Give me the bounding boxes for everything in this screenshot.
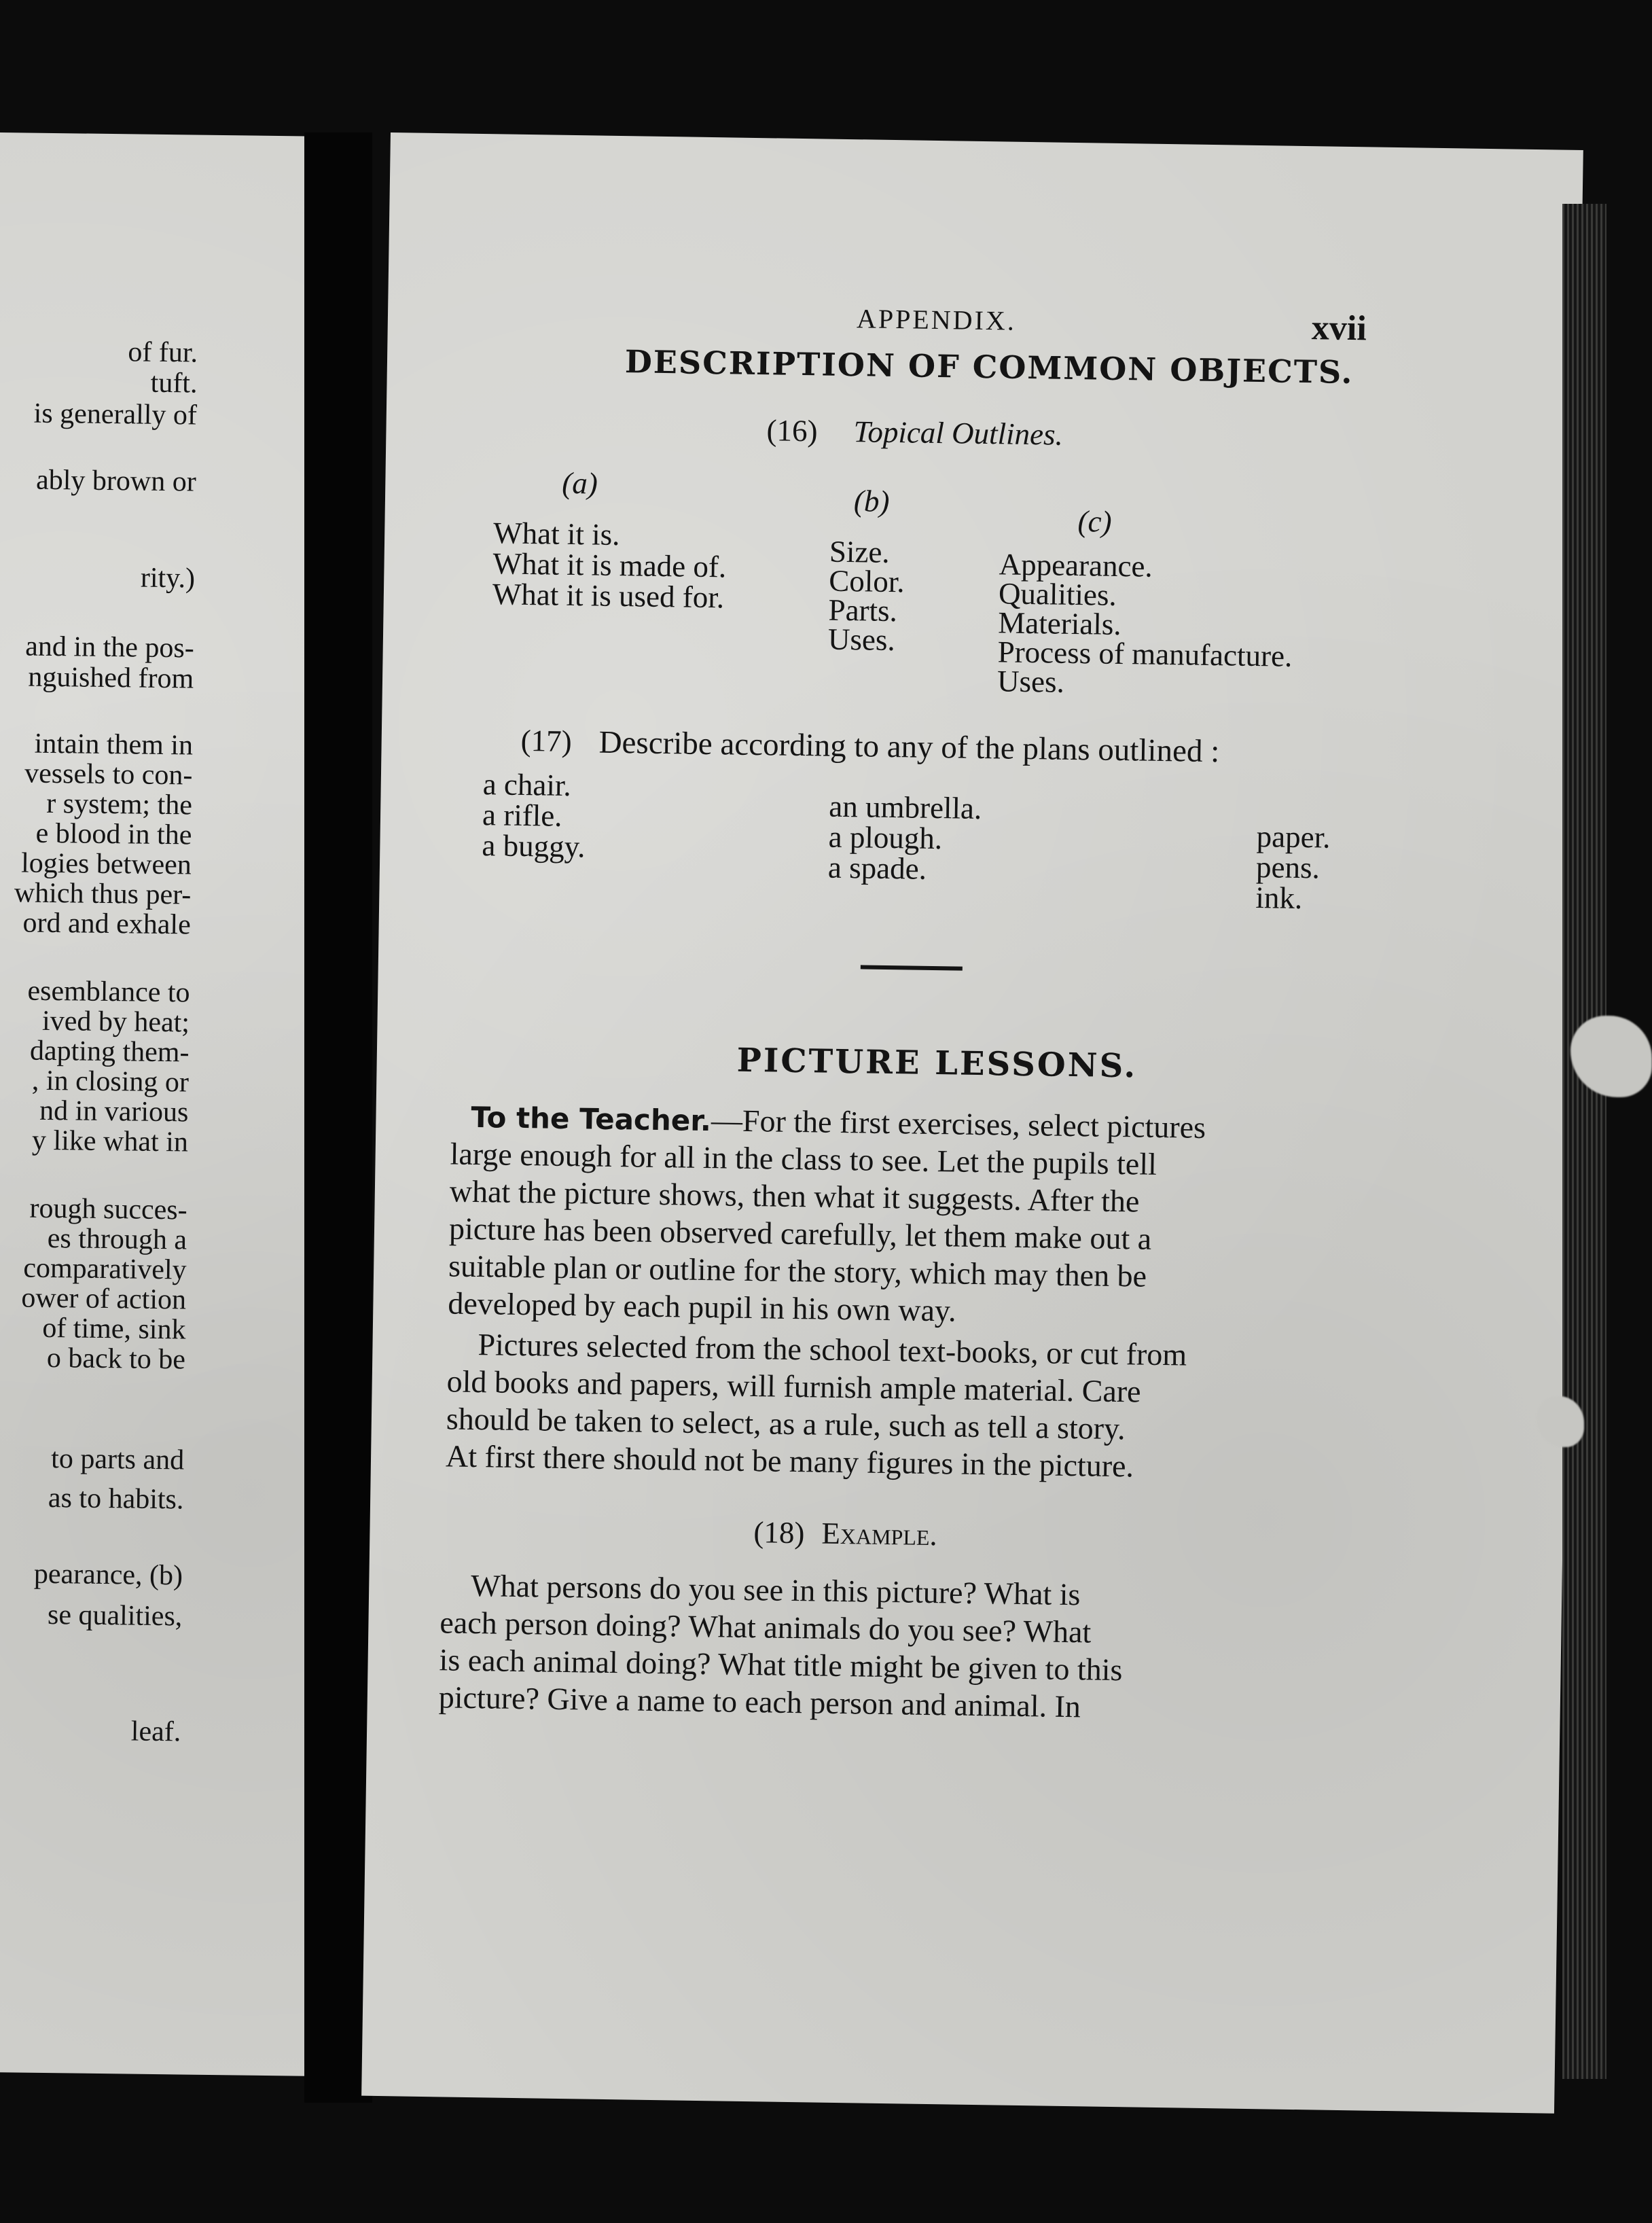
left-line: and in the pos- [25, 630, 195, 664]
teacher-line-text: —For the first exercises, select pictures [711, 1103, 1206, 1145]
left-line: intain them in [34, 728, 194, 762]
example-line: each person doing? What animals do you see? What [439, 1605, 1092, 1650]
left-line: as to habits. [48, 1482, 184, 1516]
outline-a-item: What it is used for. [492, 577, 725, 615]
left-line: nd in various [39, 1095, 189, 1128]
teacher-line: large enough for all in the class to see. Let the pupils tell [450, 1136, 1157, 1181]
running-head: APPENDIX. [856, 303, 1017, 336]
teacher-line: developed by each pupil in his own way. [448, 1285, 956, 1328]
pictures-line: should be taken to select, as a rule, such as tell a story. [446, 1401, 1126, 1446]
left-line: y like what in [31, 1124, 189, 1158]
right-page [361, 132, 1583, 2114]
example-line: What persons do you see in this picture? What is [470, 1567, 1081, 1612]
object-item: pens. [1255, 850, 1321, 885]
left-page [0, 132, 357, 2076]
object-item: ink. [1255, 881, 1303, 916]
pictures-line: Pictures selected from the school text-books, or cut from [478, 1327, 1187, 1372]
pictures-line: At first there should not be many figures in the picture. [445, 1438, 1134, 1484]
outline-label-c: (c) [1077, 504, 1112, 539]
left-line: tuft. [150, 367, 198, 399]
left-line: dapting them- [29, 1035, 190, 1069]
left-line: rough succes- [29, 1192, 187, 1226]
object-item: a chair. [482, 767, 572, 803]
section-title: DESCRIPTION OF COMMON OBJECTS. [624, 343, 1354, 391]
teacher-line: picture has been observed carefully, let them make out a [448, 1211, 1152, 1256]
left-line: logies between [20, 847, 192, 881]
left-line: es through a [47, 1222, 187, 1256]
outline-c-item: Qualities. [998, 576, 1117, 612]
outline-number: (16) [766, 413, 818, 448]
outline-b-item: Color. [828, 563, 905, 599]
outline-c-item: Process of manufacture. [997, 635, 1293, 673]
example-number: (18) [753, 1515, 805, 1550]
left-line: ably brown or [35, 464, 197, 498]
left-line: se qualities, [47, 1599, 183, 1633]
left-line: esemblance to [27, 975, 190, 1009]
left-line: leaf. [130, 1715, 181, 1748]
left-line: of fur. [128, 336, 198, 369]
left-line: rity.) [140, 562, 196, 594]
outline-label-a: (a) [562, 465, 598, 501]
outline-b-item: Uses. [827, 622, 896, 658]
teacher-line: suitable plan or outline for the story, which may then be [448, 1248, 1147, 1294]
object-item: a spade. [827, 850, 927, 886]
left-line: of time, sink [42, 1312, 186, 1346]
outline-a-item: What it is made of. [492, 546, 727, 584]
outline-c-item: Materials. [998, 605, 1121, 642]
object-item: a rifle. [482, 798, 562, 833]
left-line: comparatively [23, 1252, 187, 1286]
object-item: paper. [1256, 819, 1331, 855]
left-line: pearance, (b) [33, 1558, 183, 1592]
page-edge-stack [1562, 204, 1606, 2079]
book-gutter [304, 132, 372, 2103]
left-line: ower of action [21, 1282, 187, 1316]
left-line: vessels to con- [24, 758, 193, 792]
example-line: is each animal doing? What title might be given to this [439, 1642, 1123, 1688]
left-line: which thus per- [14, 877, 192, 911]
teacher-lead-in: To the Teacher. [471, 1100, 712, 1138]
object-item: a plough. [828, 819, 943, 856]
outline-c-item: Uses. [996, 664, 1065, 699]
left-line: o back to be [46, 1342, 186, 1376]
outline-a-item: What it is. [492, 516, 620, 552]
left-line: r system; the [46, 787, 193, 821]
left-line: is generally of [33, 397, 198, 431]
outline-b-item: Parts. [828, 592, 898, 628]
picture-lessons-title: PICTURE LESSONS. [736, 1041, 1138, 1086]
outline-label-b: (b) [853, 484, 890, 518]
exercise-text: Describe according to any of the plans outlined : [598, 724, 1220, 770]
outline-b-item: Size. [829, 534, 891, 569]
left-page-text [0, 132, 357, 1748]
left-line: e blood in the [35, 817, 192, 851]
example-label: Example. [821, 1516, 938, 1552]
page-number: xvii [1311, 308, 1367, 349]
outline-title: Topical Outlines. [853, 414, 1064, 452]
object-item: a buggy. [482, 828, 586, 864]
object-item: an umbrella. [828, 789, 982, 826]
left-line: ord and exhale [22, 907, 192, 941]
pictures-line: old books and papers, will furnish ample material. Care [446, 1364, 1141, 1409]
left-line: to parts and [50, 1443, 185, 1476]
section-divider [861, 965, 963, 970]
outline-c-item: Appearance. [999, 547, 1153, 584]
exercise-number: (17) [520, 723, 573, 759]
teacher-line: what the picture shows, then what it suggests. After the [449, 1173, 1140, 1219]
left-line: nguished from [28, 661, 194, 695]
example-line: picture? Give a name to each person and animal. In [438, 1679, 1081, 1724]
left-line: , in closing or [31, 1065, 190, 1099]
left-line: ived by heat; [41, 1005, 190, 1039]
